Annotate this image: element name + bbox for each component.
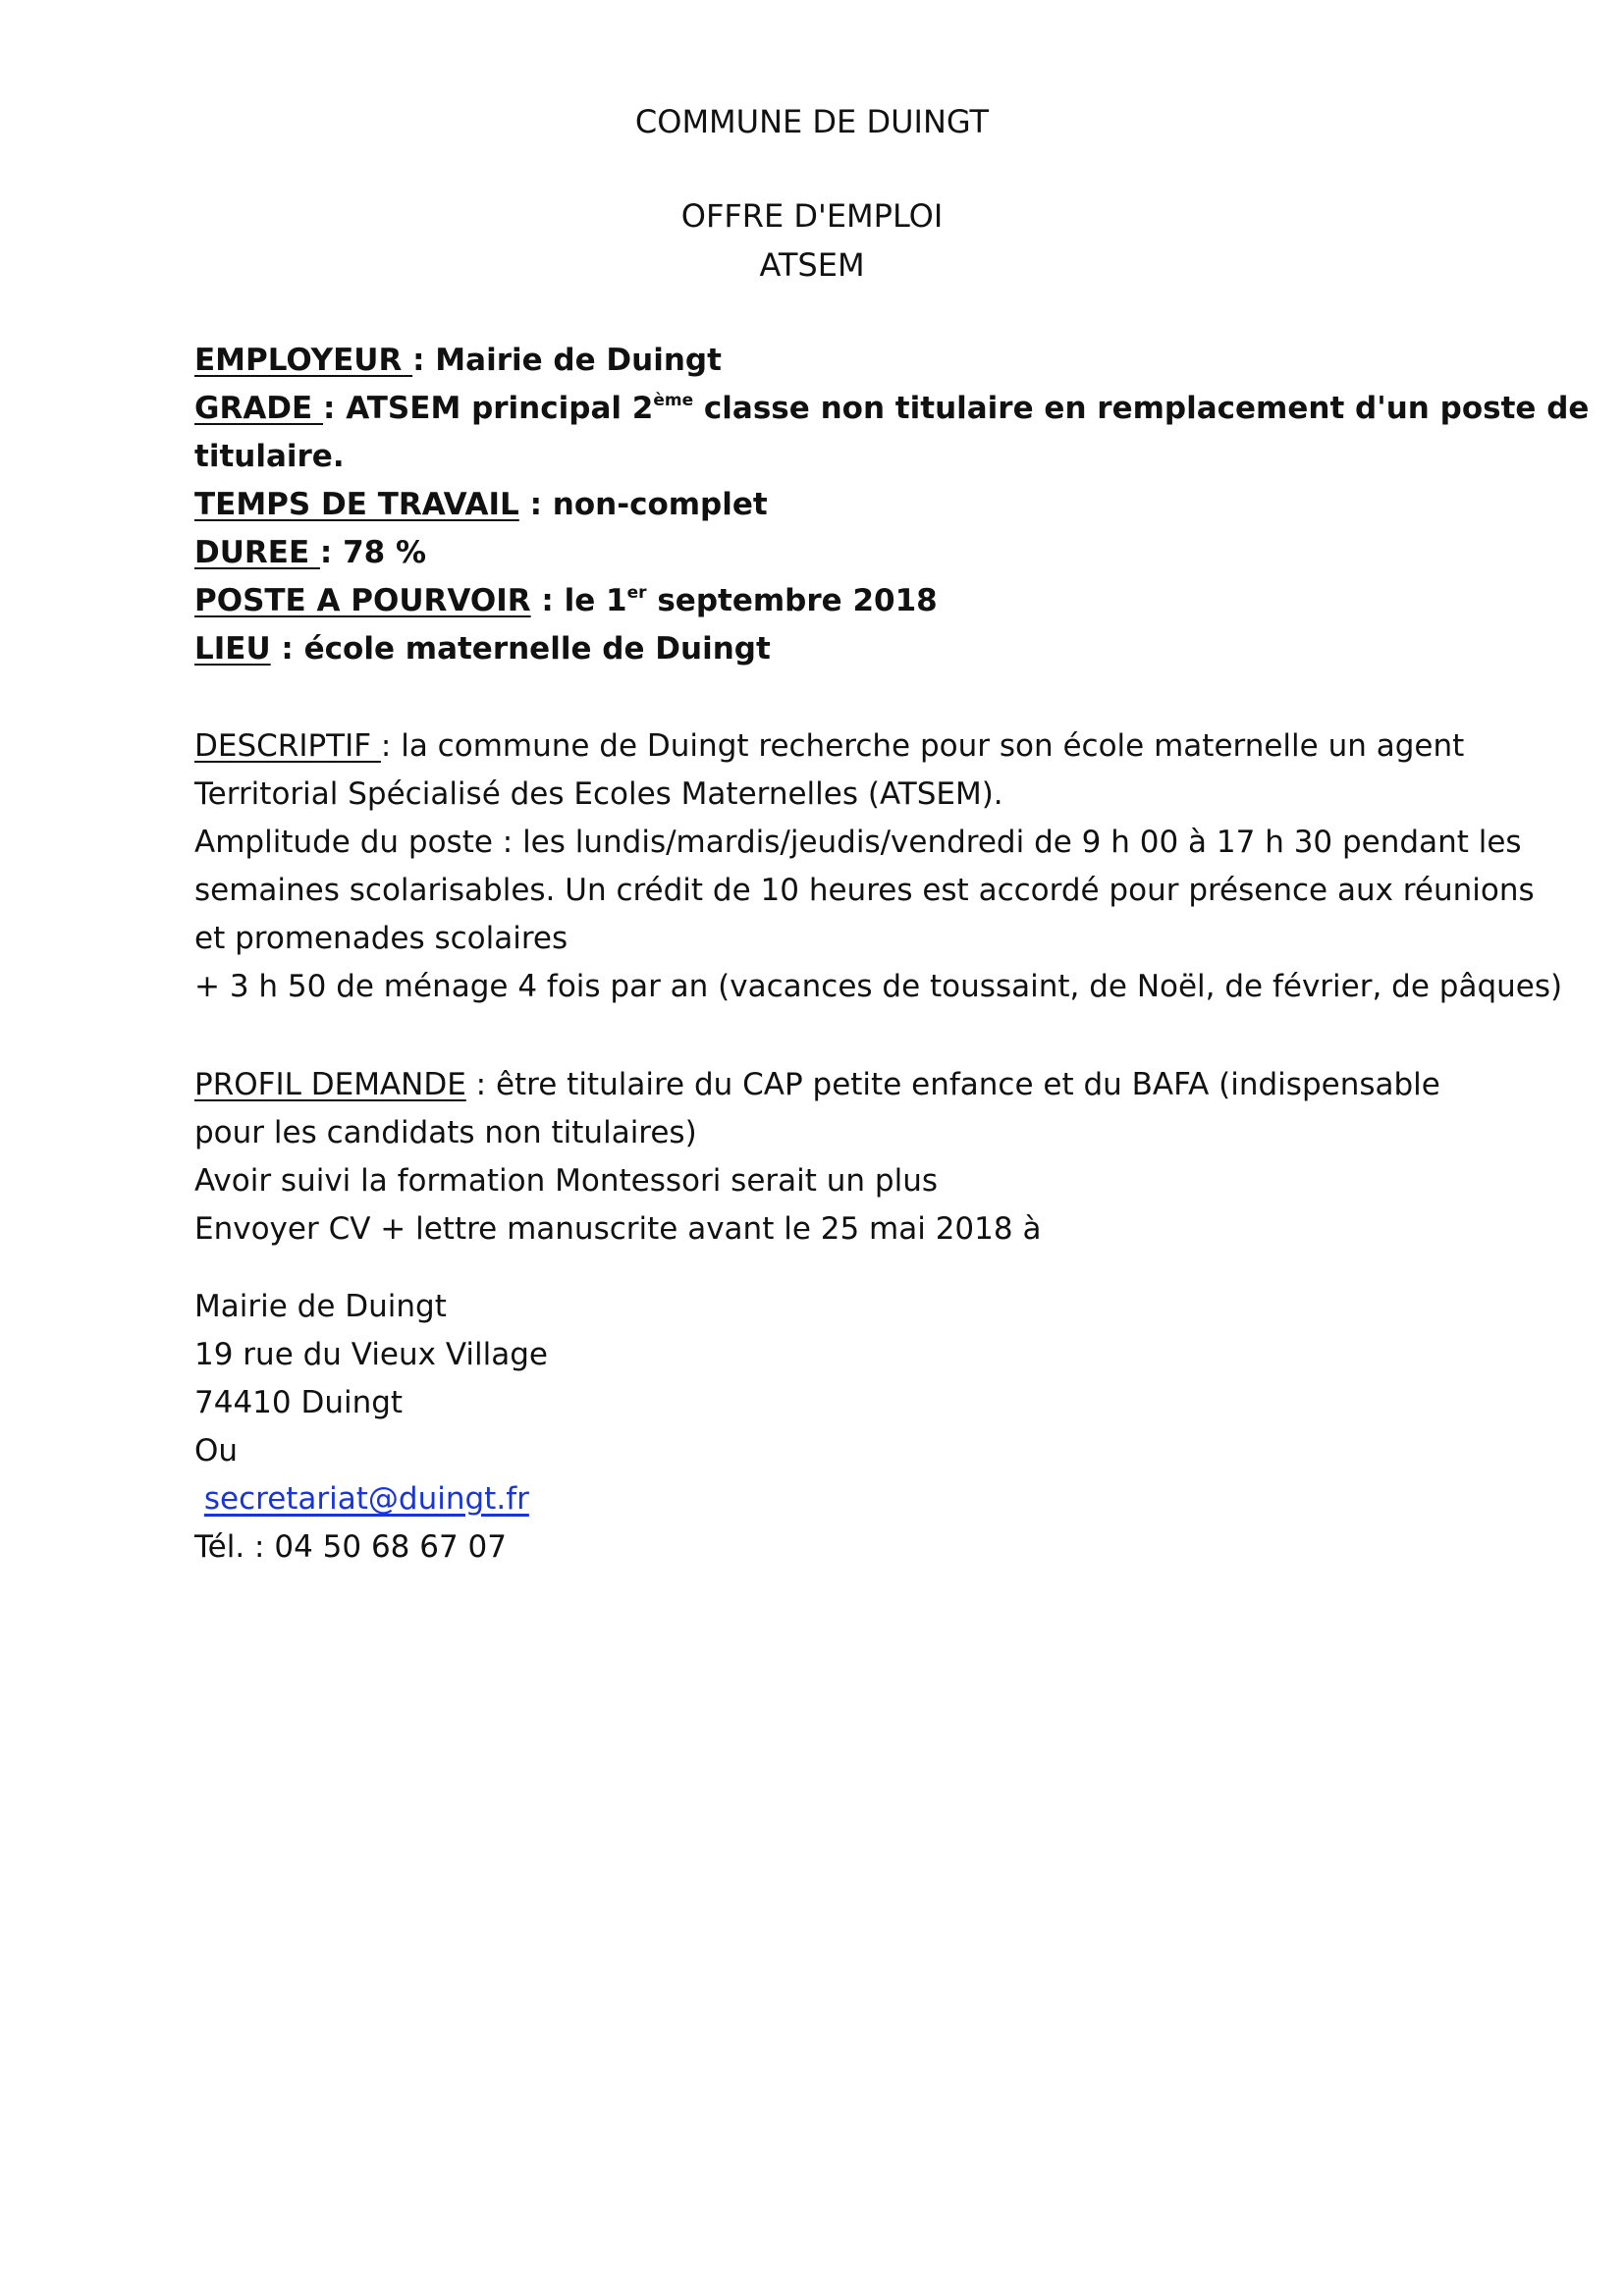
- profil-line: [194, 1061, 1451, 1109]
- contact-phone: Tél. : 04 50 68 67 07: [194, 1529, 508, 1565]
- profil-line: Avoir suivi la formation Montessori serait un plus: [194, 1163, 939, 1199]
- lieu-value: : école maternelle de Duingt: [270, 631, 771, 667]
- grade-line: [194, 385, 1590, 433]
- profil-text: : être titulaire du CAP petite enfance et du BAFA (indispensable: [465, 1067, 1440, 1102]
- poste-line: [194, 577, 1451, 625]
- duree-label: DUREE: [194, 535, 320, 570]
- position-title: ATSEM: [759, 246, 865, 284]
- temps-value: : non-complet: [518, 487, 768, 522]
- profil-section: [194, 1061, 1451, 1254]
- commune-title: COMMUNE DE DUINGT: [634, 103, 990, 140]
- descriptif-line: [194, 722, 1465, 771]
- job-details: [194, 337, 1590, 673]
- descriptif-line: + 3 h 50 de ménage 4 fois par an (vacances de toussaint, de Noël, de février, de pâques): [194, 969, 1563, 1004]
- poste-label: POSTE A POURVOIR: [194, 583, 531, 618]
- poste-superscript: er: [626, 583, 647, 603]
- temps-line: [194, 481, 1451, 529]
- profil-line: pour les candidats non titulaires): [194, 1115, 697, 1150]
- contact-section: [194, 1283, 1451, 1572]
- profil-label: PROFIL DEMANDE: [194, 1067, 466, 1102]
- contact-city: 74410 Duingt: [194, 1385, 404, 1420]
- employeur-line: [194, 337, 1451, 385]
- grade-value-post: classe non titulaire en remplacement d'un poste de: [693, 391, 1590, 426]
- poste-value-post: septembre 2018: [646, 583, 938, 618]
- grade-label: GRADE: [194, 391, 324, 426]
- employeur-label: EMPLOYEUR: [194, 343, 413, 378]
- email-link[interactable]: secretariat@duingt.fr: [203, 1481, 529, 1517]
- duree-line: [194, 529, 1451, 577]
- temps-label: TEMPS DE TRAVAIL: [194, 487, 519, 522]
- descriptif-line: semaines scolarisables. Un crédit de 10 heures est accordé pour présence aux réunions: [194, 873, 1535, 908]
- descriptif-line: et promenades scolaires: [194, 921, 568, 956]
- grade-value-pre: : ATSEM principal 2: [323, 391, 654, 426]
- contact-email-line: [194, 1475, 1451, 1523]
- poste-value-pre: : le 1: [530, 583, 627, 618]
- contact-or: Ou: [194, 1433, 239, 1468]
- contact-name: Mairie de Duingt: [194, 1289, 447, 1324]
- grade-superscript: ème: [653, 391, 694, 410]
- lieu-line: [194, 625, 1451, 673]
- contact-street: 19 rue du Vieux Village: [194, 1337, 548, 1372]
- profil-line: Envoyer CV + lettre manuscrite avant le 25 mai 2018 à: [194, 1211, 1042, 1247]
- grade-line-2: titulaire.: [194, 439, 345, 474]
- offer-title: OFFRE D'EMPLOI: [680, 197, 944, 235]
- descriptif-text: : la commune de Duingt recherche pour son école maternelle un agent: [380, 728, 1465, 764]
- descriptif-line: Territorial Spécialisé des Ecoles Maternelles (ATSEM).: [194, 776, 1003, 812]
- descriptif-section: [194, 722, 1563, 1011]
- descriptif-label: DESCRIPTIF: [194, 728, 381, 764]
- descriptif-line: Amplitude du poste : les lundis/mardis/jeudis/vendredi de 9 h 00 à 17 h 30 pendant les: [194, 825, 1522, 860]
- employeur-value: : Mairie de Duingt: [412, 343, 722, 378]
- lieu-label: LIEU: [194, 631, 271, 667]
- duree-value: : 78 %: [319, 535, 427, 570]
